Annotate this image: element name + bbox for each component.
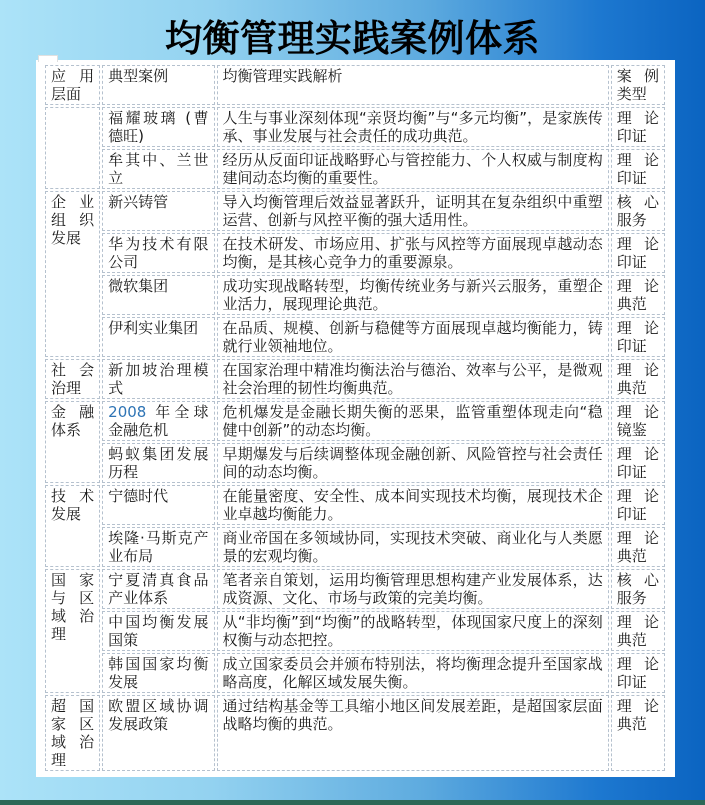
- col-header-case-type: 案例类型: [611, 65, 665, 105]
- cell-case-type: 理论典范: [611, 359, 665, 399]
- cell-application-level: 金融体系: [45, 401, 100, 483]
- cell-analysis: 在能量密度、安全性、成本间实现技术均衡，展现技术企业卓越均衡能力。: [217, 485, 609, 525]
- case-table: [43, 63, 667, 773]
- cell-typical-case: 微软集团: [102, 275, 214, 315]
- cell-analysis: 笔者亲自策划，运用均衡管理思想构建产业发展体系，达成资源、文化、市场与政策的完美均衡。: [217, 569, 609, 609]
- cell-case-type: 理论典范: [611, 527, 665, 567]
- bottom-accent-bar: [0, 800, 705, 805]
- cell-typical-case: 新兴铸管: [102, 191, 214, 231]
- cell-application-level: [45, 107, 100, 189]
- cell-analysis: 通过结构基金等工具缩小地区间发展差距，是超国家层面战略均衡的典范。: [217, 695, 609, 771]
- cell-case-type: 核心服务: [611, 191, 665, 231]
- cell-typical-case: 新加坡治理模式: [102, 359, 214, 399]
- cell-case-type: 理论典范: [611, 275, 665, 315]
- cell-typical-case: 韩国国家均衡发展: [102, 653, 214, 693]
- document-page: [36, 60, 675, 777]
- table-row: [45, 359, 665, 399]
- cell-application-level: 技术发展: [45, 485, 100, 567]
- table-row: [45, 191, 665, 231]
- col-header-application-level: 应用层面: [45, 65, 100, 105]
- table-row: [45, 653, 665, 693]
- cell-typical-case: 埃隆·马斯克产业布局: [102, 527, 214, 567]
- cell-analysis: 危机爆发是金融长期失衡的恶果，监管重塑体现走向“稳健中创新”的动态均衡。: [217, 401, 609, 441]
- cell-case-type: 核心服务: [611, 569, 665, 609]
- cell-typical-case: 宁德时代: [102, 485, 214, 525]
- cell-typical-case: 宁夏清真食品产业体系: [102, 569, 214, 609]
- cell-case-type: 理论印证: [611, 653, 665, 693]
- table-row: [45, 527, 665, 567]
- number-accent: 2008: [108, 403, 147, 421]
- cell-analysis: 在品质、规模、创新与稳健等方面展现卓越均衡能力，铸就行业领袖地位。: [217, 317, 609, 357]
- cell-case-type: 理论典范: [611, 611, 665, 651]
- cell-case-type: 理论典范: [611, 695, 665, 771]
- cell-case-type: 理论印证: [611, 233, 665, 273]
- cell-application-level: 超国家区域治理: [45, 695, 100, 771]
- cell-analysis: 从“非均衡”到“均衡”的战略转型，体现国家尺度上的深刻权衡与动态把控。: [217, 611, 609, 651]
- table-row: [45, 569, 665, 609]
- table-row: [45, 107, 665, 147]
- cell-typical-case: 蚂蚁集团发展历程: [102, 443, 214, 483]
- cell-case-type: 理论印证: [611, 149, 665, 189]
- cell-application-level: 国家与区域治理: [45, 569, 100, 693]
- table-row: [45, 233, 665, 273]
- cell-analysis: 成立国家委员会并颁布特别法，将均衡理念提升至国家战略高度，化解区域发展失衡。: [217, 653, 609, 693]
- cell-case-type: 理论镜鉴: [611, 401, 665, 441]
- table-row: [45, 317, 665, 357]
- cell-application-level: 企业组织发展: [45, 191, 100, 357]
- col-header-analysis: 均衡管理实践解析: [217, 65, 609, 105]
- table-row: [45, 443, 665, 483]
- cell-analysis: 人生与事业深刻体现“亲贤均衡”与“多元均衡”，是家族传承、事业发展与社会责任的成功典范。: [217, 107, 609, 147]
- cell-analysis: 在技术研发、市场应用、扩张与风控等方面展现卓越动态均衡，是其核心竞争力的重要源泉。: [217, 233, 609, 273]
- table-header-row: [45, 65, 665, 105]
- table-row: [45, 611, 665, 651]
- page-title: 均衡管理实践案例体系: [165, 17, 540, 60]
- cell-application-level: 社会治理: [45, 359, 100, 399]
- table-row: [45, 401, 665, 441]
- cell-analysis: 成功实现战略转型，均衡传统业务与新兴云服务，重塑企业活力，展现理论典范。: [217, 275, 609, 315]
- cell-typical-case: 华为技术有限公司: [102, 233, 214, 273]
- cell-case-type: 理论印证: [611, 317, 665, 357]
- cell-typical-case: 福耀玻璃 (曹德旺): [102, 107, 214, 147]
- cell-typical-case: 欧盟区域协调发展政策: [102, 695, 214, 771]
- cell-case-type: 理论印证: [611, 485, 665, 525]
- cell-analysis: 商业帝国在多领域协同，实现技术突破、商业化与人类愿景的宏观均衡。: [217, 527, 609, 567]
- cell-typical-case: 伊利实业集团: [102, 317, 214, 357]
- cell-analysis: 早期爆发与后续调整体现金融创新、风险管控与社会责任间的动态均衡。: [217, 443, 609, 483]
- table-row: [45, 695, 665, 771]
- cell-typical-case: 牟其中、兰世立: [102, 149, 214, 189]
- table-handle: [38, 55, 58, 62]
- cell-analysis: 经历从反面印证战略野心与管控能力、个人权威与制度构建间动态均衡的重要性。: [217, 149, 609, 189]
- cell-analysis: 导入均衡管理后效益显著跃升，证明其在复杂组织中重塑运营、创新与风控平衡的强大适用性。: [217, 191, 609, 231]
- col-header-typical-case: 典型案例: [102, 65, 214, 105]
- table-row: [45, 275, 665, 315]
- cell-analysis: 在国家治理中精准均衡法治与德治、效率与公平，是微观社会治理的韧性均衡典范。: [217, 359, 609, 399]
- cell-typical-case: 2008 年全球金融危机: [102, 401, 214, 441]
- cell-typical-case: 中国均衡发展国策: [102, 611, 214, 651]
- cell-case-type: 理论印证: [611, 107, 665, 147]
- table-row: [45, 149, 665, 189]
- table-row: [45, 485, 665, 525]
- cell-case-type: 理论印证: [611, 443, 665, 483]
